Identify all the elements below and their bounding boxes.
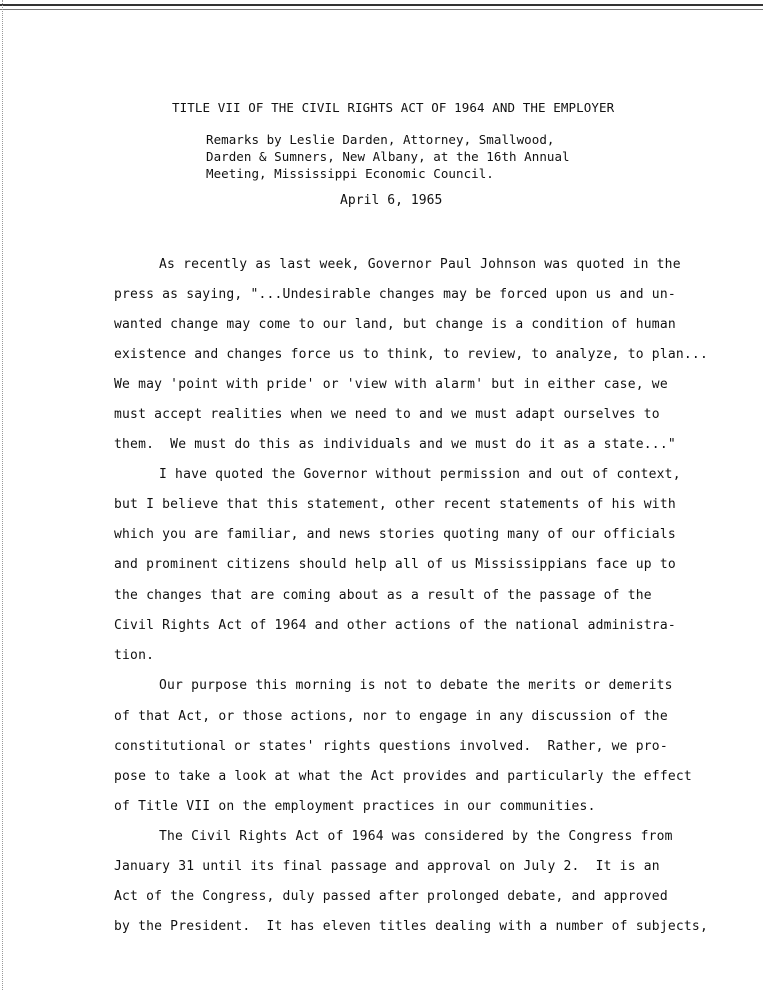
body-line: wanted change may come to our land, but change is a condition of human bbox=[114, 317, 676, 332]
body-line: the changes that are coming about as a result of the passage of the bbox=[114, 588, 652, 603]
body-line: of that Act, or those actions, nor to engage in any discussion of the bbox=[114, 709, 668, 724]
document-title: TITLE VII OF THE CIVIL RIGHTS ACT OF 1964 AND THE EMPLOYER bbox=[172, 100, 615, 115]
top-border-rule-thin bbox=[0, 9, 763, 10]
byline-line: Darden & Sumners, New Albany, at the 16th Annual bbox=[206, 149, 570, 164]
speech-date: April 6, 1965 bbox=[340, 193, 443, 208]
body-line: must accept realities when we need to and we must adapt ourselves to bbox=[114, 407, 660, 422]
body-line: Our purpose this morning is not to debate the merits or demerits bbox=[159, 678, 673, 693]
body-line: press as saying, "...Undesirable changes may be forced upon us and un- bbox=[114, 287, 676, 302]
body-line: pose to take a look at what the Act provides and particularly the effect bbox=[114, 769, 692, 784]
body-line: The Civil Rights Act of 1964 was considered by the Congress from bbox=[159, 829, 673, 844]
body-line: Civil Rights Act of 1964 and other actions of the national administra- bbox=[114, 618, 676, 633]
left-page-edge bbox=[2, 0, 3, 990]
byline-line: Meeting, Mississippi Economic Council. bbox=[206, 166, 494, 181]
top-border-rule bbox=[0, 4, 763, 6]
body-line: As recently as last week, Governor Paul Johnson was quoted in the bbox=[159, 257, 681, 272]
body-line: We may 'point with pride' or 'view with alarm' but in either case, we bbox=[114, 377, 668, 392]
body-line: by the President. It has eleven titles dealing with a number of subjects, bbox=[114, 919, 708, 934]
body-line: Act of the Congress, duly passed after prolonged debate, and approved bbox=[114, 889, 668, 904]
body-line: and prominent citizens should help all of us Mississippians face up to bbox=[114, 557, 676, 572]
body-line: which you are familiar, and news stories quoting many of our officials bbox=[114, 527, 676, 542]
body-line: of Title VII on the employment practices in our communities. bbox=[114, 799, 596, 814]
body-line: existence and changes force us to think, to review, to analyze, to plan... bbox=[114, 347, 708, 362]
body-line: I have quoted the Governor without permission and out of context, bbox=[159, 467, 681, 482]
body-line: constitutional or states' rights questions involved. Rather, we pro- bbox=[114, 739, 668, 754]
body-line: but I believe that this statement, other recent statements of his with bbox=[114, 497, 676, 512]
body-line: January 31 until its final passage and approval on July 2. It is an bbox=[114, 859, 660, 874]
body-line: them. We must do this as individuals and we must do it as a state..." bbox=[114, 437, 676, 452]
body-line: tion. bbox=[114, 648, 155, 663]
byline-line: Remarks by Leslie Darden, Attorney, Smallwood, bbox=[206, 132, 555, 147]
